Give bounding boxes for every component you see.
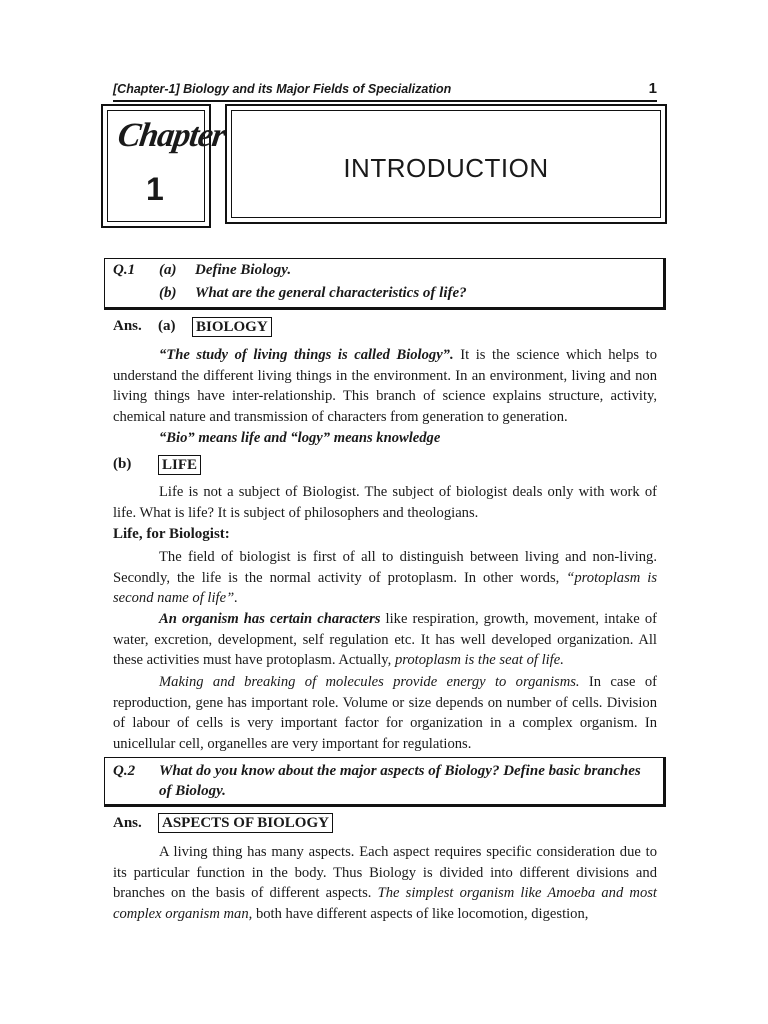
chapter-title-inner-frame bbox=[231, 110, 661, 218]
aspects-of-biology-heading: ASPECTS OF BIOLOGY bbox=[158, 813, 333, 833]
chapter-number: 1 bbox=[146, 171, 164, 207]
answer-1b-label: (b) bbox=[113, 456, 132, 472]
chapter-label: Chapter bbox=[115, 117, 228, 154]
answer-2-label: Ans. bbox=[113, 815, 142, 831]
question-2-line-2: of Biology. bbox=[159, 783, 226, 799]
aspects-text: A living thing has many aspects. Each aspect requires specific consideration due to its particular function in the body. Thus Biology is divided into different divisions and branches on the basis of different aspects. bbox=[113, 844, 657, 902]
organism-characters-bold: An organism has certain characters bbox=[159, 611, 381, 627]
life-paragraph-text: Life is not a subject of Biologist. The subject of biologist deals only with work of life. What is life? It is subject of philosophers and theologians. bbox=[113, 484, 657, 521]
aspects-italic: The simplest organism like Amoeba and most complex organism man, bbox=[113, 885, 657, 923]
question-1b-text: What are the general characteristics of life? bbox=[195, 285, 467, 301]
bio-logy-meaning-text: “Bio” means life and “logy” means knowledge bbox=[159, 430, 441, 446]
bio-logy-meaning bbox=[113, 428, 657, 449]
question-1b-label: (b) bbox=[159, 285, 177, 301]
question-1a-label: (a) bbox=[159, 262, 177, 278]
chapter-title: INTRODUCTION bbox=[343, 153, 549, 183]
field-of-biologist-paragraph bbox=[113, 547, 657, 609]
biology-definition-bold: “The study of living things is called Biology”. bbox=[159, 347, 454, 363]
page-number: 1 bbox=[648, 80, 657, 97]
biology-definition-paragraph bbox=[113, 345, 657, 428]
biology-definition-text: It is the science which helps to understand the different living things in the environment. In an environment, living and non living things have inter-relationship. This branch of science explains structure, activity, chemical nature and transmission of characters from generation to generation. bbox=[113, 347, 658, 426]
organism-characters-italic: protoplasm is the seat of life. bbox=[394, 652, 564, 669]
question-2-number: Q.2 bbox=[113, 763, 136, 779]
running-header bbox=[113, 80, 657, 102]
question-2-line-1: What do you know about the major aspects of Biology? Define basic branches bbox=[159, 763, 641, 779]
question-1-box bbox=[104, 258, 666, 310]
question-2-box bbox=[104, 757, 666, 807]
chapter-title-box bbox=[225, 104, 667, 224]
running-title: [Chapter-1] Biology and its Major Fields of Specialization bbox=[113, 82, 452, 96]
question-1a-text: Define Biology. bbox=[195, 262, 292, 278]
biology-heading: BIOLOGY bbox=[192, 317, 272, 337]
aspects-paragraph bbox=[113, 842, 657, 925]
answer-1-label: Ans. bbox=[113, 318, 142, 334]
life-heading: LIFE bbox=[158, 455, 201, 475]
chapter-badge-inner-frame bbox=[107, 110, 228, 222]
organism-characters-text: like respiration, growth, movement, intake of water, excretion, development, self regulation etc. It has well developed organization. All these activities must have protoplasm. Actually, bbox=[113, 611, 658, 669]
molecules-paragraph bbox=[113, 672, 657, 755]
organism-characters-paragraph bbox=[113, 609, 657, 671]
answer-1a-label: (a) bbox=[158, 318, 176, 334]
question-1-number: Q.1 bbox=[113, 262, 136, 278]
chapter-badge bbox=[101, 104, 228, 228]
aspects-rest: both have different aspects of like locomotion, digestion, bbox=[252, 906, 589, 923]
field-of-biologist-italic: “protoplasm is second name of life”. bbox=[113, 569, 657, 607]
field-of-biologist-text: The field of biologist is first of all to distinguish between living and non-living. Secondly, the life is the normal activity of protoplasm. In other words, bbox=[113, 549, 657, 586]
life-for-biologist-heading: Life, for Biologist: bbox=[113, 526, 230, 542]
molecules-text: In case of reproduction, gene has important role. Volume or size depends on number of cells. Division of labour of cells is very important factor for organization in a complex organism. In unicellular cell, organelles are very important for regulations. bbox=[113, 674, 657, 753]
life-paragraph bbox=[113, 482, 657, 523]
molecules-italic: Making and breaking of molecules provide energy to organisms. bbox=[159, 674, 580, 690]
